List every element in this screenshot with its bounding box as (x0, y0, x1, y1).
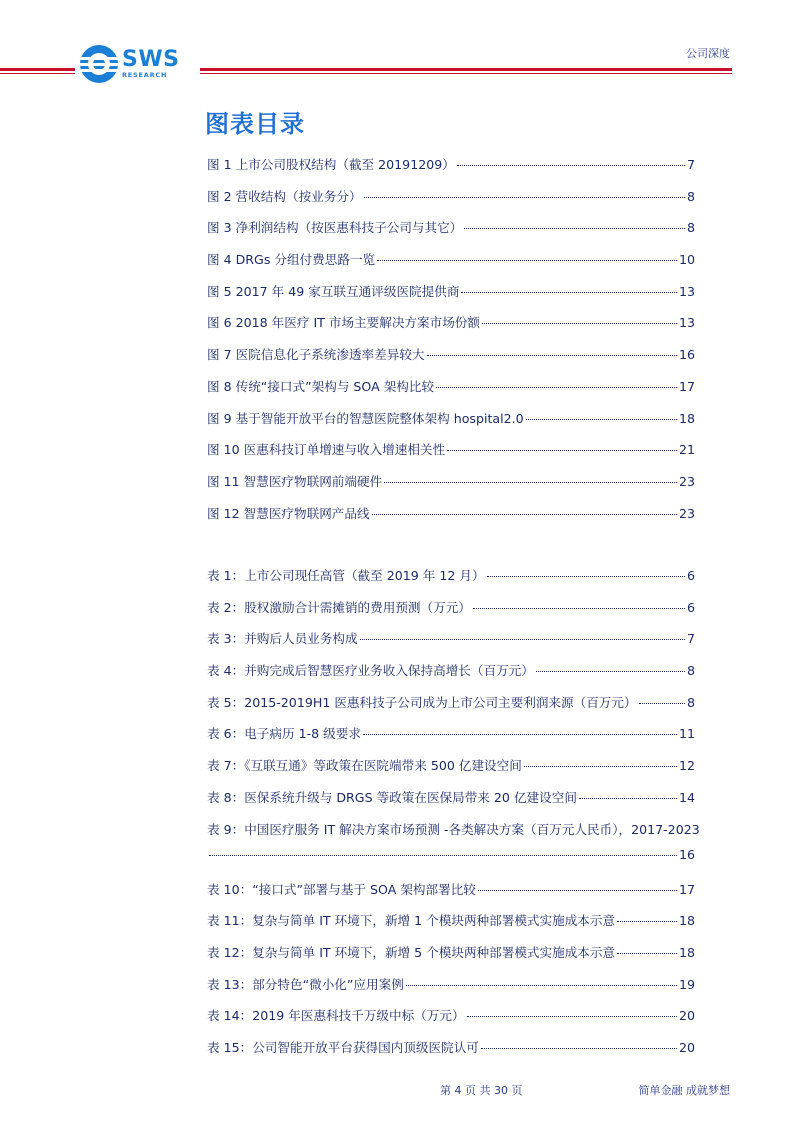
figure-entry[interactable] (207, 249, 695, 281)
figure-entry-label: 图 2 营收结构（按业务分） (207, 188, 362, 204)
leader-dots (536, 670, 685, 672)
table-entry-page: 20 (678, 1008, 695, 1024)
header-rule-left (0, 68, 75, 71)
leader-dots (526, 418, 677, 420)
table-entry-label: 表 13：部分特色“微小化”应用案例 (207, 976, 404, 992)
table-entry[interactable] (207, 628, 695, 660)
table-entry-label: 表 9：中国医疗服务 IT 解决方案市场预测 -各类解决方案（百万元人民币），2017-2023 (207, 821, 700, 837)
table-entry[interactable] (207, 974, 695, 1006)
figure-entry-page: 23 (678, 505, 695, 521)
figure-entry[interactable] (207, 154, 695, 186)
table-entry[interactable] (207, 565, 695, 597)
leader-dots (579, 797, 677, 799)
table-entry[interactable] (207, 755, 695, 787)
table-entry-label: 表 4：并购完成后智慧医疗业务收入保持高增长（百万元） (207, 663, 534, 679)
table-entry-label: 表 5：2015-2019H1 医惠科技子公司成为上市公司主要利润来源（百万元） (207, 694, 637, 710)
table-entry-label: 表 2：股权激励合计需摊销的费用预测（万元） (207, 599, 471, 615)
table-entry[interactable] (207, 910, 695, 942)
leader-dots (473, 607, 685, 609)
table-entry[interactable] (207, 1005, 695, 1037)
leader-dots (464, 227, 685, 229)
logo-wordmark: SWS (122, 47, 180, 73)
table-entry-page: 6 (686, 599, 695, 615)
figure-entry-page: 21 (678, 442, 695, 458)
table-entry-page: 18 (678, 913, 695, 929)
leader-dots (427, 354, 677, 356)
figure-entry-label: 图 7 医院信息化子系统渗透率差异较大 (207, 347, 425, 363)
figure-entry-label: 图 1 上市公司股权结构（截至 20191209） (207, 157, 455, 172)
figure-entry-label: 图 3 净利润结构（按医惠科技子公司与其它） (207, 220, 463, 236)
leader-dots (364, 196, 685, 198)
leader-dots (360, 638, 685, 640)
figure-entry[interactable] (207, 439, 695, 471)
table-entry-label: 表 1：上市公司现任高管（截至 2019 年 12 月） (207, 568, 485, 583)
leader-dots (617, 920, 677, 922)
table-entry-page: 17 (678, 881, 695, 897)
leader-dots (372, 513, 677, 515)
leader-dots (384, 481, 677, 483)
table-entry-page: 16 (678, 846, 695, 862)
figure-entry-label: 图 12 智慧医疗物联网产品线 (207, 505, 370, 521)
leader-dots (447, 449, 677, 451)
table-entry[interactable] (207, 942, 695, 974)
figure-entry-page: 8 (686, 220, 695, 236)
leader-dots (406, 984, 677, 986)
figure-entry[interactable] (207, 471, 695, 503)
figures-toc (207, 154, 695, 534)
table-entry-label: 表 12：复杂与简单 IT 环境下，新增 5 个模块两种部署模式实施成本示意 (207, 944, 616, 960)
table-entry-page: 20 (678, 1039, 695, 1055)
figure-entry-label: 图 5 2017 年 49 家互联互通评级医院提供商 (207, 283, 460, 299)
table-entry-label: 表 11：复杂与简单 IT 环境下，新增 1 个模块两种部署模式实施成本示意 (207, 913, 616, 929)
figure-entry-page: 17 (678, 378, 695, 394)
figure-entry-label: 图 9 基于智能开放平台的智慧医院整体架构 hospital2.0 (207, 410, 524, 426)
figure-entry-page: 16 (678, 347, 695, 363)
figure-entry-page: 13 (678, 283, 695, 299)
table-entry[interactable] (207, 660, 695, 692)
figure-entry-label: 图 4 DRGs 分组付费思路一览 (207, 252, 376, 268)
sws-logo-icon (80, 45, 118, 83)
figure-entry-page: 7 (686, 157, 695, 172)
table-entry-label: 表 6：电子病历 1-8 级要求 (207, 726, 361, 742)
leader-dots (524, 765, 677, 767)
figure-entry-page: 23 (678, 473, 695, 489)
figure-entry-page: 10 (678, 252, 695, 268)
table-entry-page: 7 (686, 631, 695, 647)
table-entry-page: 18 (678, 944, 695, 960)
leader-dots (639, 702, 685, 704)
sws-research-logo (80, 45, 179, 83)
table-entry-page: 19 (678, 976, 695, 992)
figure-entry[interactable] (207, 503, 695, 535)
figure-entry-label: 图 11 智慧医疗物联网前端硬件 (207, 473, 383, 489)
table-entry[interactable] (207, 819, 700, 879)
table-entry-label: 表 3：并购后人员业务构成 (207, 631, 358, 647)
table-entry[interactable] (207, 879, 695, 911)
figure-entry-page: 13 (678, 315, 695, 331)
figure-entry[interactable] (207, 408, 695, 440)
figure-entry-page: 18 (678, 410, 695, 426)
header-rule-right-thin (200, 73, 732, 74)
leader-dots (457, 164, 685, 166)
footer-slogan: 简单金融 成就梦想 (638, 1084, 730, 1097)
table-entry-page: 8 (686, 694, 695, 710)
leader-dots (377, 259, 677, 261)
table-entry-page: 12 (678, 758, 695, 774)
figure-entry-page: 8 (686, 188, 695, 204)
figure-entry-label: 图 6 2018 年医疗 IT 市场主要解决方案市场份额 (207, 315, 480, 331)
leader-dots (209, 854, 677, 856)
page-header (0, 0, 793, 90)
leader-dots (481, 1047, 677, 1049)
table-entry-label: 表 14：2019 年医惠科技千万级中标（万元） (207, 1008, 465, 1024)
page-title: 图表目录 (205, 110, 305, 138)
logo-subtext: RESEARCH (122, 71, 168, 80)
table-entry-label: 表 10：“接口式”部署与基于 SOA 架构部署比较 (207, 881, 476, 897)
leader-dots (617, 952, 677, 954)
table-entry-label: 表 8：医保系统升级与 DRGS 等政策在医保局带来 20 亿建设空间 (207, 789, 577, 805)
figure-entry[interactable] (207, 344, 695, 376)
figure-entry[interactable] (207, 376, 695, 408)
table-entry-page: 8 (686, 663, 695, 679)
table-entry-page: 11 (678, 726, 695, 742)
table-entry-page: 14 (678, 789, 695, 805)
table-entry[interactable] (207, 692, 695, 724)
table-entry[interactable] (207, 787, 695, 819)
figure-entry[interactable] (207, 281, 695, 313)
table-entry-label: 表 15：公司智能开放平台获得国内顶级医院认可 (207, 1039, 479, 1055)
figure-entry-label: 图 10 医惠科技订单增速与收入增速相关性 (207, 442, 446, 458)
table-entry-label: 表 7：《互联互通》等政策在医院端带来 500 亿建设空间 (207, 758, 522, 774)
figure-entry[interactable] (207, 186, 695, 218)
header-rule-left-thin (0, 73, 75, 74)
tables-toc (207, 565, 700, 1069)
leader-dots (363, 733, 677, 735)
leader-dots (478, 889, 677, 891)
leader-dots (482, 322, 677, 324)
table-entry[interactable] (207, 597, 695, 629)
page-footer (0, 1082, 793, 1122)
leader-dots (467, 1015, 677, 1017)
header-rule-right (200, 68, 732, 71)
page-number: 第 4 页 共 30 页 (440, 1084, 523, 1097)
leader-dots (461, 291, 677, 293)
figure-entry[interactable] (207, 312, 695, 344)
leader-dots (487, 575, 685, 577)
leader-dots (436, 386, 677, 388)
table-entry[interactable] (207, 723, 695, 755)
document-type-label: 公司深度 (686, 47, 730, 60)
figure-entry-label: 图 8 传统“接口式”架构与 SOA 架构比较 (207, 378, 435, 394)
table-entry-page: 6 (686, 568, 695, 583)
figure-entry[interactable] (207, 217, 695, 249)
table-entry[interactable] (207, 1037, 695, 1069)
